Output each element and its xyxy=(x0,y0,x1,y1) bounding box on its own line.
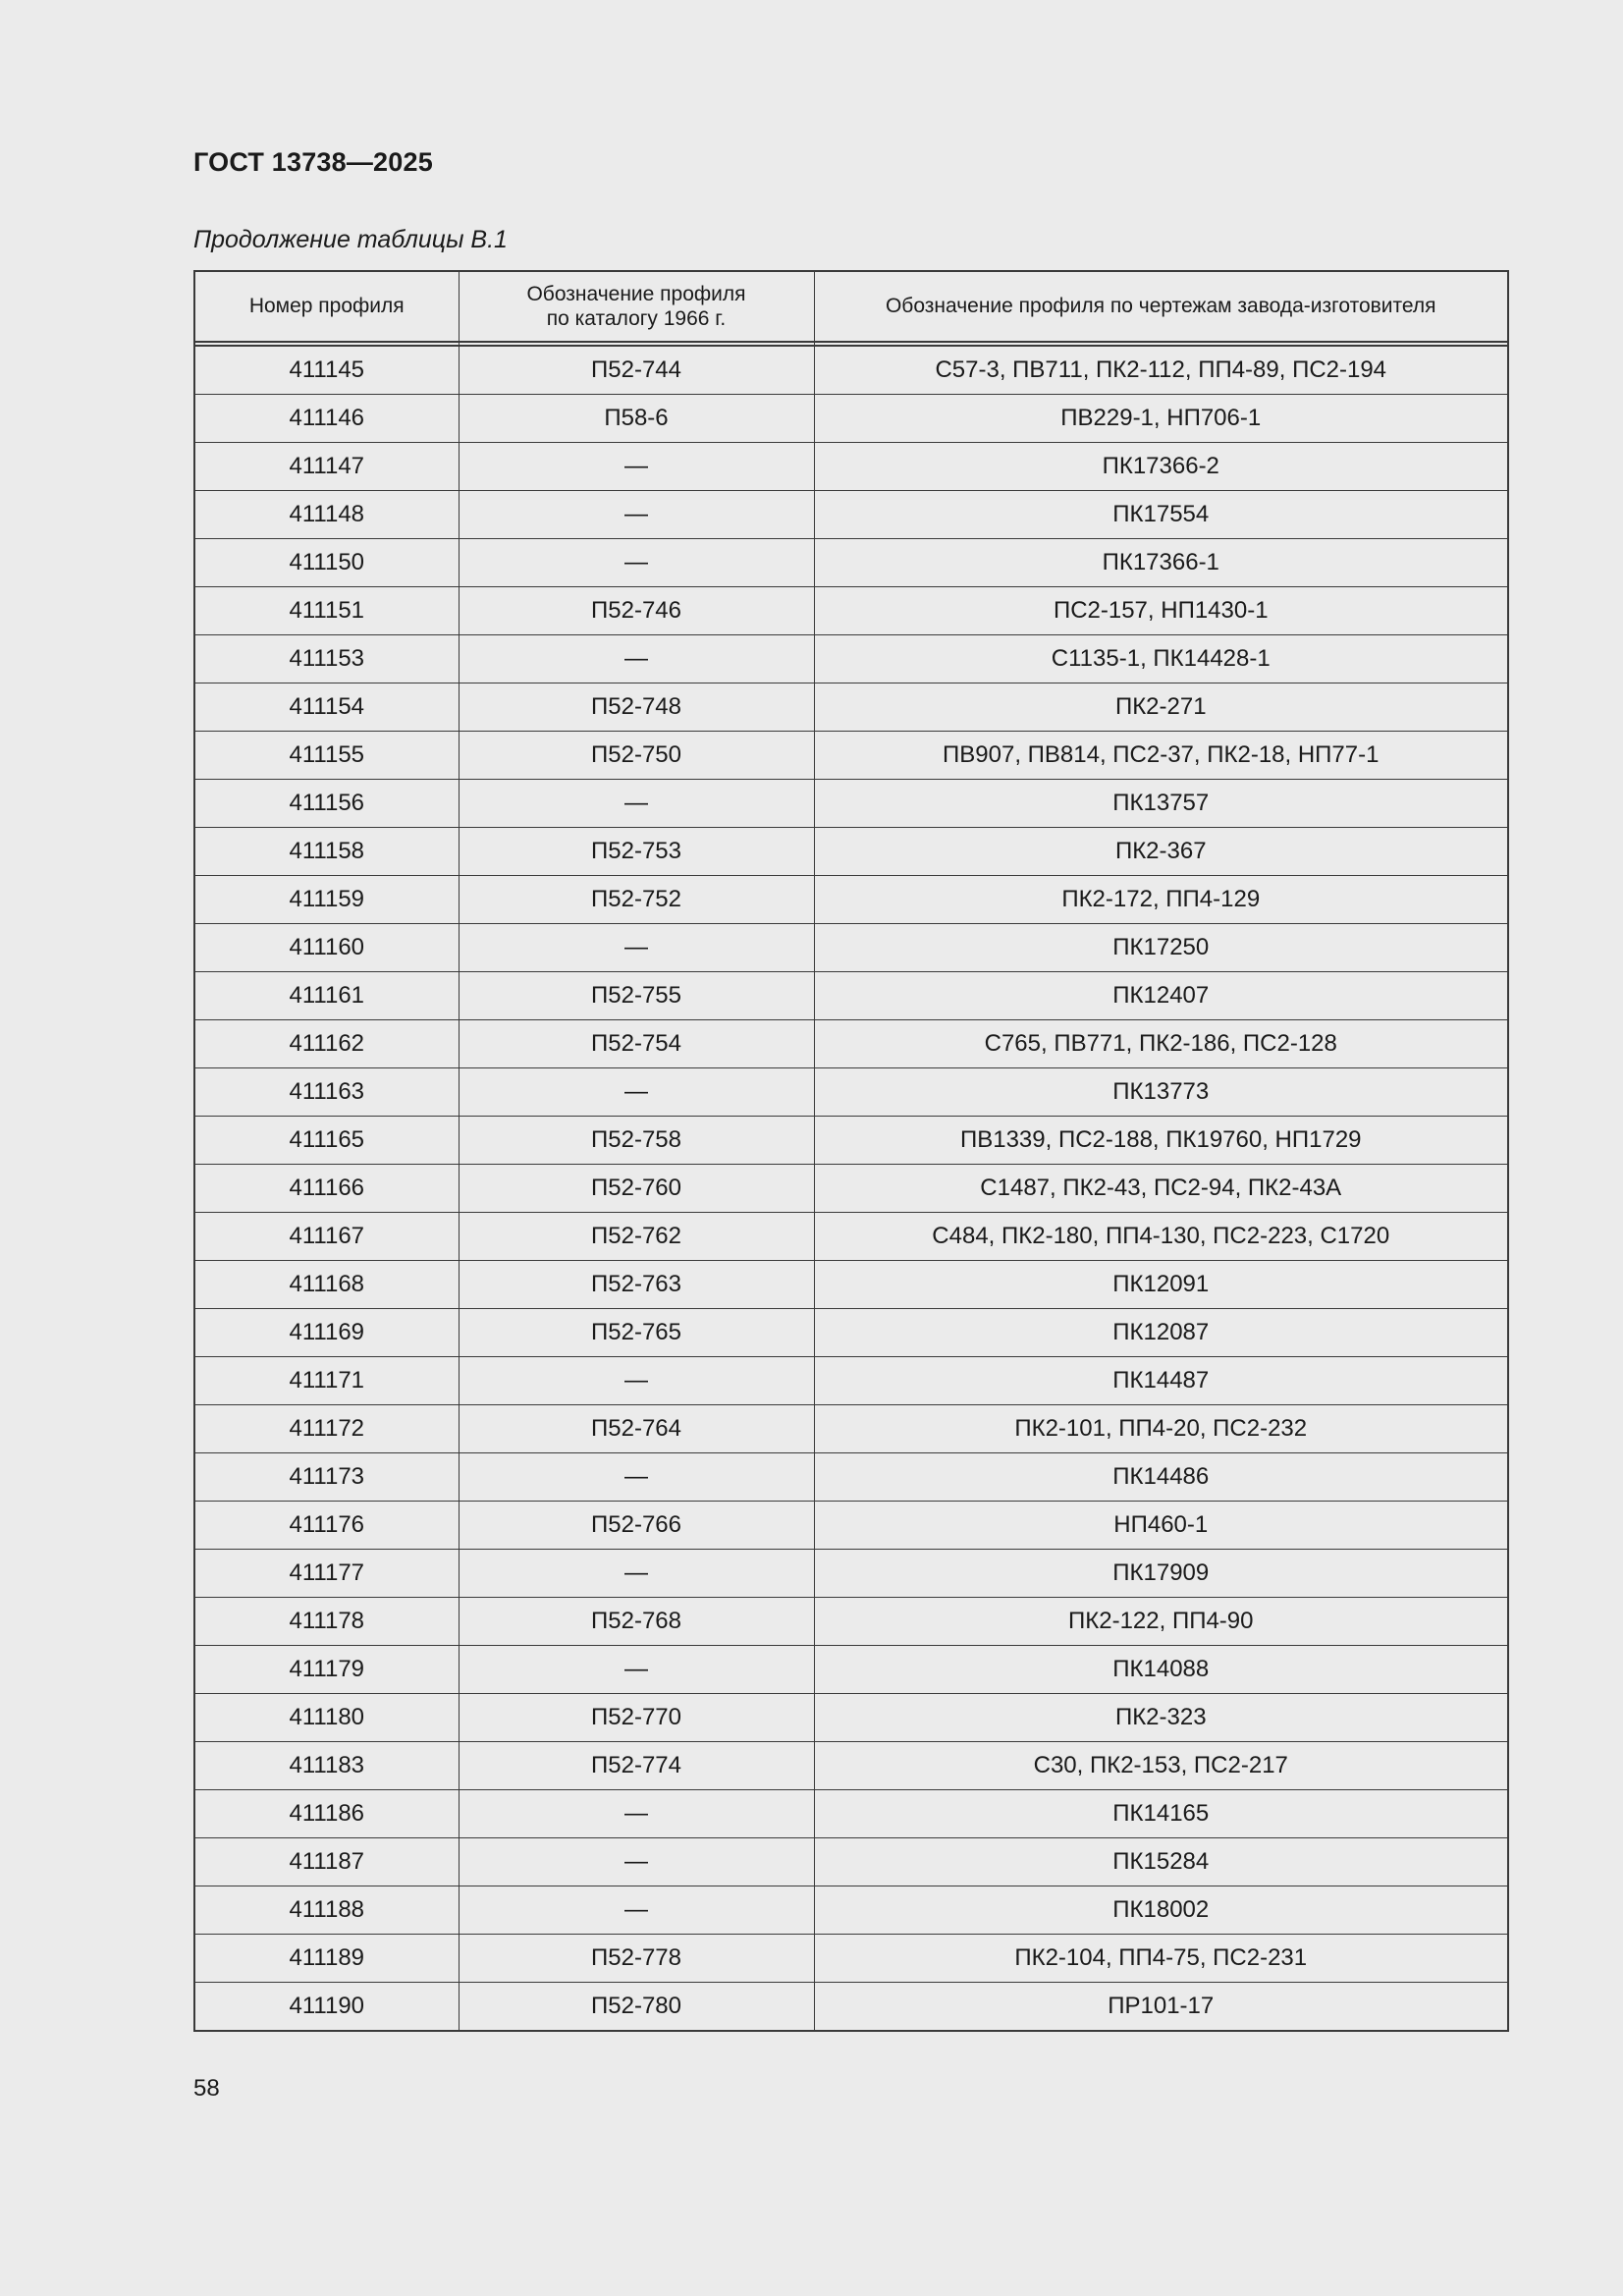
cell-catalog-designation: — xyxy=(459,635,814,683)
cell-catalog-designation: П52-754 xyxy=(459,1020,814,1068)
cell-catalog-designation: П52-768 xyxy=(459,1598,814,1646)
cell-catalog-designation: П52-760 xyxy=(459,1165,814,1213)
cell-factory-designation: ПС2-157, НП1430-1 xyxy=(814,587,1507,635)
cell-catalog-designation: П52-746 xyxy=(459,587,814,635)
cell-factory-designation: ПВ907, ПВ814, ПС2-37, ПК2-18, НП77-1 xyxy=(814,732,1507,780)
table-row xyxy=(195,1165,1507,1213)
cell-profile-number: 411168 xyxy=(195,1261,459,1309)
cell-factory-designation: НП460-1 xyxy=(814,1502,1507,1550)
table-row xyxy=(195,1790,1507,1838)
cell-factory-designation: С57-3, ПВ711, ПК2-112, ПП4-89, ПС2-194 xyxy=(935,356,1387,383)
cell-factory-designation: ПК18002 xyxy=(814,1886,1507,1935)
table-row xyxy=(195,1213,1507,1261)
table-row xyxy=(195,1068,1507,1117)
cell-factory-designation: ПК14088 xyxy=(814,1646,1507,1694)
cell-catalog-designation: П52-748 xyxy=(459,683,814,732)
cell-profile-number: 411188 xyxy=(195,1886,459,1935)
table-row xyxy=(195,1742,1507,1790)
header-catalog-line1: Обозначение профиля xyxy=(526,282,746,305)
cell-profile-number: 411155 xyxy=(195,732,459,780)
table-row xyxy=(195,1453,1507,1502)
cell-profile-number: 411179 xyxy=(195,1646,459,1694)
cell-factory-designation: ПР101-17 xyxy=(814,1983,1507,2031)
cell-profile-number: 411166 xyxy=(195,1165,459,1213)
cell-catalog-designation: — xyxy=(459,491,814,539)
table-row xyxy=(195,1838,1507,1886)
cell-factory-designation: ПК15284 xyxy=(814,1838,1507,1886)
cell-catalog-designation: П58-6 xyxy=(459,395,814,443)
cell-factory-designation: С1487, ПК2-43, ПС2-94, ПК2-43А xyxy=(814,1165,1507,1213)
cell-profile-number: 411190 xyxy=(195,1983,459,2031)
table-row xyxy=(195,539,1507,587)
header-factory-designation: Обозначение профиля по чертежам завода-изготовителя xyxy=(885,295,1436,318)
cell-factory-designation: С484, ПК2-180, ПП4-130, ПС2-223, С1720 xyxy=(814,1213,1507,1261)
cell-profile-number: 411156 xyxy=(195,780,459,828)
cell-profile-number: 411159 xyxy=(195,876,459,924)
cell-factory-designation: ПК14486 xyxy=(814,1453,1507,1502)
cell-catalog-designation: П52-780 xyxy=(459,1983,814,2031)
cell-catalog-designation: П52-763 xyxy=(459,1261,814,1309)
table-row xyxy=(195,1357,1507,1405)
cell-catalog-designation: П52-764 xyxy=(459,1405,814,1453)
table-row xyxy=(195,443,1507,491)
table-row xyxy=(195,1550,1507,1598)
cell-catalog-designation: — xyxy=(459,443,814,491)
table-header-row xyxy=(195,272,1507,342)
table-row xyxy=(195,1309,1507,1357)
table-row xyxy=(195,1598,1507,1646)
cell-catalog-designation: П52-766 xyxy=(459,1502,814,1550)
cell-factory-designation: ПВ229-1, НП706-1 xyxy=(814,395,1507,443)
cell-factory-designation: ПК14165 xyxy=(814,1790,1507,1838)
cell-profile-number: 411187 xyxy=(195,1838,459,1886)
cell-profile-number: 411178 xyxy=(195,1598,459,1646)
cell-profile-number: 411153 xyxy=(195,635,459,683)
cell-catalog-designation: П52-755 xyxy=(459,972,814,1020)
cell-factory-designation: ПК17366-1 xyxy=(814,539,1507,587)
cell-catalog-designation: П52-774 xyxy=(459,1742,814,1790)
cell-profile-number: 411189 xyxy=(195,1935,459,1983)
page-number: 58 xyxy=(193,2075,220,2102)
cell-profile-number: 411145 xyxy=(195,346,459,395)
table-row xyxy=(195,346,1507,395)
cell-factory-designation: ПК17366-2 xyxy=(814,443,1507,491)
cell-catalog-designation: — xyxy=(459,539,814,587)
cell-profile-number: 411154 xyxy=(195,683,459,732)
cell-catalog-designation: — xyxy=(459,1550,814,1598)
table-row xyxy=(195,1694,1507,1742)
cell-catalog-designation: П52-778 xyxy=(459,1935,814,1983)
profile-table xyxy=(193,270,1509,2032)
table-row xyxy=(195,635,1507,683)
cell-profile-number: 411163 xyxy=(195,1068,459,1117)
cell-factory-designation: С765, ПВ771, ПК2-186, ПС2-128 xyxy=(814,1020,1507,1068)
cell-profile-number: 411165 xyxy=(195,1117,459,1165)
cell-profile-number: 411172 xyxy=(195,1405,459,1453)
cell-factory-designation: ПК2-172, ПП4-129 xyxy=(814,876,1507,924)
cell-catalog-designation: — xyxy=(459,1068,814,1117)
cell-factory-designation: ПК17909 xyxy=(814,1550,1507,1598)
cell-factory-designation: ПК12407 xyxy=(814,972,1507,1020)
table-row xyxy=(195,1405,1507,1453)
cell-factory-designation: С1135-1, ПК14428-1 xyxy=(814,635,1507,683)
table-row xyxy=(195,1117,1507,1165)
header-profile-number: Номер профиля xyxy=(195,272,459,342)
cell-catalog-designation: — xyxy=(459,924,814,972)
cell-factory-designation: ПК12087 xyxy=(814,1309,1507,1357)
cell-factory-designation: ПК2-101, ПП4-20, ПС2-232 xyxy=(814,1405,1507,1453)
cell-profile-number: 411176 xyxy=(195,1502,459,1550)
table-row xyxy=(195,1502,1507,1550)
cell-factory-designation: ПК12091 xyxy=(814,1261,1507,1309)
cell-catalog-designation: П52-753 xyxy=(459,828,814,876)
cell-profile-number: 411148 xyxy=(195,491,459,539)
table-row xyxy=(195,395,1507,443)
cell-profile-number: 411169 xyxy=(195,1309,459,1357)
cell-factory-designation: С30, ПК2-153, ПС2-217 xyxy=(814,1742,1507,1790)
cell-catalog-designation: П52-750 xyxy=(459,732,814,780)
table-row xyxy=(195,876,1507,924)
cell-profile-number: 411183 xyxy=(195,1742,459,1790)
cell-profile-number: 411151 xyxy=(195,587,459,635)
cell-profile-number: 411147 xyxy=(195,443,459,491)
cell-factory-designation: ПК17250 xyxy=(814,924,1507,972)
cell-catalog-designation: П52-752 xyxy=(459,876,814,924)
table-body xyxy=(195,342,1507,2030)
table-row xyxy=(195,1261,1507,1309)
cell-catalog-designation: — xyxy=(459,1453,814,1502)
table-row xyxy=(195,924,1507,972)
cell-profile-number: 411167 xyxy=(195,1213,459,1261)
cell-profile-number: 411173 xyxy=(195,1453,459,1502)
cell-profile-number: 411177 xyxy=(195,1550,459,1598)
cell-factory-designation: ПК2-104, ПП4-75, ПС2-231 xyxy=(814,1935,1507,1983)
cell-catalog-designation: — xyxy=(459,1357,814,1405)
cell-profile-number: 411160 xyxy=(195,924,459,972)
table-row xyxy=(195,780,1507,828)
table-row xyxy=(195,1983,1507,2031)
cell-catalog-designation: — xyxy=(459,1838,814,1886)
cell-factory-designation: ПК2-271 xyxy=(814,683,1507,732)
cell-profile-number: 411150 xyxy=(195,539,459,587)
cell-profile-number: 411146 xyxy=(195,395,459,443)
cell-catalog-designation: П52-770 xyxy=(459,1694,814,1742)
cell-factory-designation: ПК17554 xyxy=(814,491,1507,539)
cell-profile-number: 411171 xyxy=(195,1357,459,1405)
cell-factory-designation: ПК14487 xyxy=(814,1357,1507,1405)
header-catalog-line2: по каталогу 1966 г. xyxy=(546,307,727,330)
cell-factory-designation: ПК13757 xyxy=(814,780,1507,828)
header-catalog-designation xyxy=(459,272,814,342)
cell-factory-designation: ПК2-367 xyxy=(814,828,1507,876)
table-row xyxy=(195,1646,1507,1694)
table-caption: Продолжение таблицы В.1 xyxy=(193,226,508,253)
document-header: ГОСТ 13738—2025 xyxy=(193,147,433,177)
cell-catalog-designation: — xyxy=(459,1886,814,1935)
table-row xyxy=(195,683,1507,732)
cell-catalog-designation: — xyxy=(459,780,814,828)
cell-factory-designation: ПК13773 xyxy=(814,1068,1507,1117)
cell-catalog-designation: П52-758 xyxy=(459,1117,814,1165)
table-row xyxy=(195,828,1507,876)
cell-catalog-designation: — xyxy=(459,1790,814,1838)
cell-catalog-designation: П52-744 xyxy=(459,346,814,395)
table-row xyxy=(195,732,1507,780)
cell-profile-number: 411162 xyxy=(195,1020,459,1068)
cell-factory-designation: ПВ1339, ПС2-188, ПК19760, НП1729 xyxy=(814,1117,1507,1165)
cell-catalog-designation: П52-765 xyxy=(459,1309,814,1357)
table-row xyxy=(195,1935,1507,1983)
cell-catalog-designation: — xyxy=(459,1646,814,1694)
cell-profile-number: 411158 xyxy=(195,828,459,876)
table-row xyxy=(195,1886,1507,1935)
table-row xyxy=(195,491,1507,539)
cell-profile-number: 411180 xyxy=(195,1694,459,1742)
table-row xyxy=(195,587,1507,635)
table-row xyxy=(195,1020,1507,1068)
cell-factory-designation: ПК2-323 xyxy=(814,1694,1507,1742)
cell-factory-designation: ПК2-122, ПП4-90 xyxy=(814,1598,1507,1646)
table-row xyxy=(195,972,1507,1020)
cell-profile-number: 411186 xyxy=(195,1790,459,1838)
cell-catalog-designation: П52-762 xyxy=(459,1213,814,1261)
cell-profile-number: 411161 xyxy=(195,972,459,1020)
